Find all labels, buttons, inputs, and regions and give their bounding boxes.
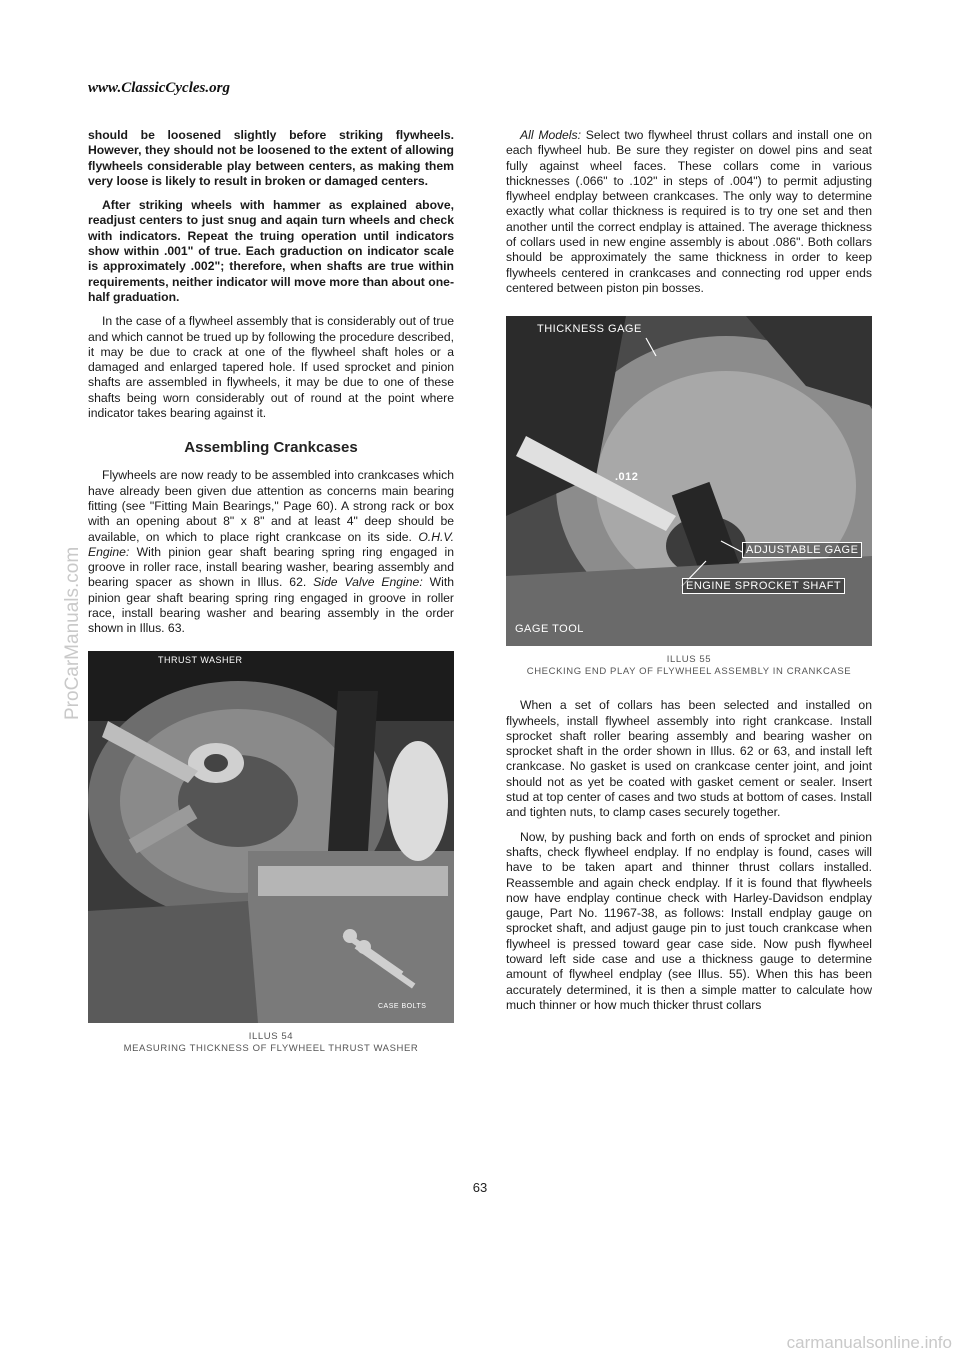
paragraph-text: With pinion gear shaft bearing spring ring engaged in groove in roller race, install bearing washer, bearing assembly and bearing spacer as shown in Illus. 62. [88, 544, 454, 590]
caption-number: ILLUS 55 [666, 654, 712, 666]
paragraph: After striking wheels with hammer as explained above, readjust centers to just snug and aqain turn wheels and check with indicators. Repeat the truing operation until indicators show within .001" of true. Each graduction on indicator scale is approximately .002"; therefore, when shafts are true within requirements, neither indicator will move more than about one-half graduation. [88, 198, 454, 304]
emphasis: O.H.V. Engine: [88, 529, 454, 559]
caption-number: ILLUS 54 [248, 1030, 294, 1042]
emphasis: Side Valve Engine: [313, 575, 423, 590]
caption-text: MEASURING THICKNESS OF FLYWHEEL THRUST WASHER [123, 1042, 419, 1054]
photo-illustration [88, 651, 454, 1023]
paragraph-text: With pinion gear shaft bearing spring ring engaged in groove in roller race, install bearing washer and bearing assembly in the order shown in Illus. 63. [88, 575, 454, 636]
watermark-side [62, 500, 86, 720]
site-header: www.ClassicCycles.org [88, 80, 230, 96]
emphasis: All Models: [520, 128, 581, 142]
caption-text: CHECKING END PLAY OF FLYWHEEL ASSEMBLY IN CRANKCASE [526, 666, 852, 678]
label-thrust-washer: THRUST WASHER [158, 654, 243, 665]
left-column [88, 128, 454, 1055]
figure-caption [88, 1031, 454, 1055]
label-thickness-gage: THICKNESS GAGE [537, 323, 642, 336]
photo-thrust-washer [88, 651, 454, 1023]
paragraph: should be loosened slightly before striking flywheels. However, they should not be loosened to the extent of allowing flywheels considerable play between centers, as making them very loose is likely to result in broken or damaged centers. [88, 128, 454, 188]
paragraph: Now, by pushing back and forth on ends of sprocket and pinion shafts, check flywheel endplay. If no endplay is found, cases will have to be taken apart and thinner thrust collars installed. Reassemble and again check endplay. If it is found that flywheels now have endplay continue check with Harley-Davidson endplay gauge, Part No. 11967-38, as follows: Install endplay gauge on sprocket shaft, and adjust gauge pin to just touch crankcase when flywheel is pressed toward gear case side. Now push flywheel toward left side case and use a thickness gauge to determine amount of flywheel endplay (see Illus. 55). When this has been accurately determined, it is then a simple matter to calculate how much thinner or how much thicker thrust collars [506, 829, 872, 1012]
label-012: .012 [615, 471, 639, 484]
paragraph-text: Flywheels are now ready to be assembled into crankcases which have already been given due attention as concerns main bearing fitting (see "Fitting Main Bearings," Page 60). A strong rack or box with an opening about 8" x 8" and at least 4" deep should be available, on which to place right crankcase on its side. [88, 468, 454, 544]
photo-endplay-check [506, 316, 872, 646]
watermark-side-text: ProCarManuals.com [62, 546, 83, 720]
right-column [506, 128, 872, 1022]
label-engine-sprocket-shaft: ENGINE SPROCKET SHAFT [682, 578, 845, 594]
paragraph: In the case of a flywheel assembly that is considerably out of true and which cannot be trued up by following the procedure described, it may be due to crack at one of the flywheel shaft holes or a damaged and enlarged tapered hole. If used sprocket and pinion shafts are assembled in flywheels, it may be due to one of these shafts being worn considerably out of round at the point where indicator takes bearing against it. [88, 314, 454, 421]
paragraph [88, 468, 454, 636]
label-adjustable-gage: ADJUSTABLE GAGE [742, 542, 862, 558]
section-heading: Assembling Crankcases [184, 439, 358, 457]
label-case-bolts: CASE BOLTS [378, 1002, 427, 1010]
paragraph [506, 128, 872, 296]
figure-caption [506, 654, 872, 678]
paragraph: When a set of collars has been selected and installed on flywheels, install flywheel assembly into right crankcase. Install sprocket shaft roller bearing assembly and bearing washer on sprocket shaft in the order shown in Illus. 62 or 63, and install left crankcase. No gasket is used on crankcase center joint, and joint should not as yet be coated with gasket cement or sealer. Insert stud at top center of cases and two studs at bottom of cases. Install and tighten nuts, to clamp cases securely together. [506, 698, 872, 820]
paragraph-text: Select two flywheel thrust collars and install one on each flywheel hub. Be sure they register on dowel pins and seat fully against wheel faces. These collars come in various thicknesses (.066" to .102" in steps of .004") to permit adjusting flywheel endplay between crankcases. The only way to determine exactly what collar thickness is required is to try one set and then another until the correct endplay is attained. The average thickness of collars used in new engine assembly is about .086". Both collars should be approximately the same thickness in order to keep flywheels centered in crankcases and connecting rod upper ends centered between piston pin bosses. [506, 128, 872, 295]
label-gage-tool: GAGE TOOL [515, 623, 584, 636]
watermark-bottom: carmanualsonline.info [786, 1333, 952, 1352]
photo-illustration [506, 316, 872, 646]
page-number: 63 [472, 1180, 488, 1195]
